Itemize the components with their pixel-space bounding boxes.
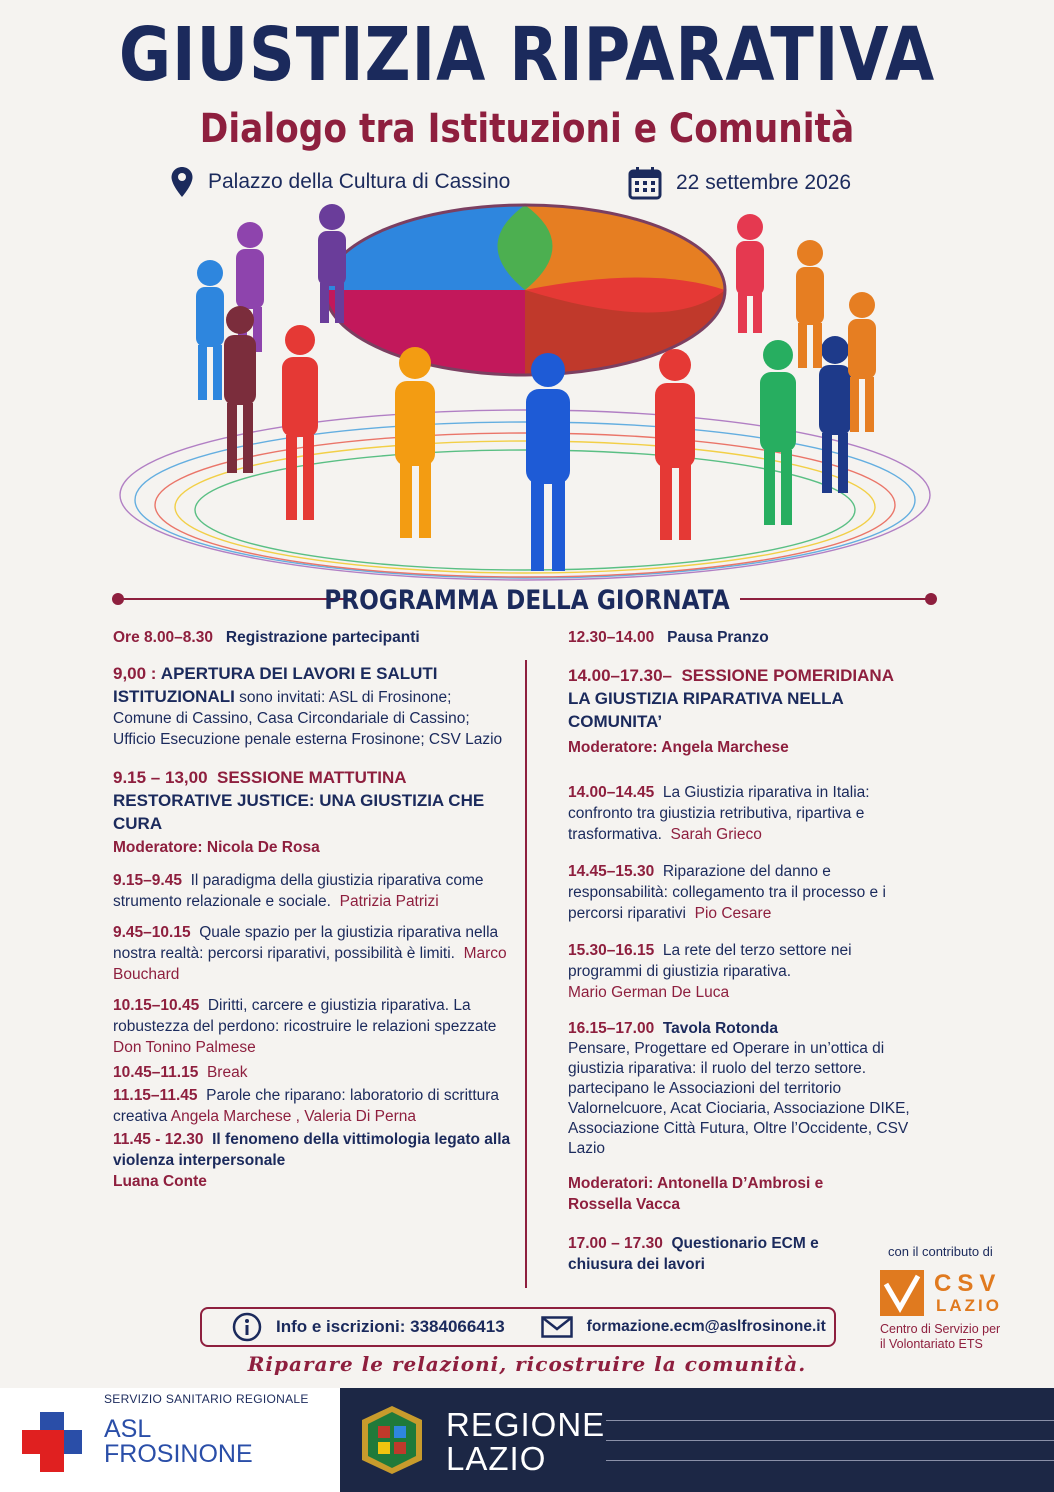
- program-item: [568, 861, 918, 924]
- item-speaker: Pio Cesare: [694, 905, 772, 922]
- round-table-item: [568, 1019, 918, 1159]
- program-item: [113, 870, 513, 912]
- footer-stripe: [606, 1440, 1054, 1441]
- item-text: Quale spazio per la giustizia riparativa nella nostra realtà: percorsi riparativi, possibilità è limiti.: [113, 924, 499, 962]
- date-text: 22 settembre 2026: [676, 171, 852, 194]
- program-item: [113, 1129, 513, 1192]
- item-speaker: Don Tonino Palmese: [113, 1039, 256, 1056]
- program-item: [568, 782, 918, 845]
- item-time: 15.30–16.15: [568, 942, 655, 959]
- item-time: 12.30–14.00: [568, 629, 655, 646]
- opening-item: [113, 662, 513, 750]
- item-speaker: Break: [206, 1064, 248, 1081]
- session-label: SESSIONE MATTUTINA: [216, 768, 407, 787]
- event-title: GIUSTIZIA RIPARATIVA: [118, 12, 936, 98]
- csv-description-line: Centro di Servizio per: [880, 1322, 1001, 1336]
- round-table-title: Tavola Rotonda: [662, 1020, 778, 1037]
- item-text: Il fenomeno della vittimologia legato alla violenza interpersonale: [113, 1131, 511, 1169]
- footer-stripe: [606, 1460, 1054, 1461]
- item-text: Pausa Pranzo: [667, 629, 769, 646]
- item-speaker: Luana Conte: [113, 1173, 207, 1190]
- medical-cross-icon: [22, 1412, 82, 1472]
- event-subtitle: Dialogo tra Istituzioni e Comunità: [199, 106, 855, 152]
- program-item: [113, 995, 513, 1058]
- contact-box: [200, 1307, 836, 1347]
- session-label: SESSIONE POMERIDIANA: [681, 666, 894, 685]
- email-contact[interactable]: [541, 1316, 826, 1338]
- lunch-item: [568, 627, 918, 648]
- round-table-moderators: Moderatori: Antonella D’Ambrosi e Rossella Vacca: [568, 1175, 824, 1213]
- afternoon-session-header: [568, 664, 918, 687]
- item-time: 10.45–11.15: [113, 1064, 199, 1081]
- opening-text: sono invitati: ASL di Frosinone; Comune di Cassino, Casa Circondariale di Cassino; Ufficio Esecuzione penale esterna Frosinone; CSV Lazio: [113, 689, 503, 748]
- regione-lazio-emblem-icon: [358, 1404, 426, 1476]
- item-text: Parole che riparano: laboratorio di scrittura creativa: [113, 1087, 500, 1125]
- program-left-column: [113, 627, 513, 1192]
- item-speaker: Angela Marchese , Valeria Di Perna: [170, 1108, 416, 1125]
- item-text: Diritti, carcere e giustizia riparativa. La robustezza del perdono: ricostruire le relazioni spezzate: [113, 997, 497, 1035]
- item-time: 14.00–14.45: [568, 784, 655, 801]
- item-text: Registrazione partecipanti: [225, 629, 420, 646]
- item-speaker: Sarah Grieco: [670, 826, 762, 843]
- program-right-column: [568, 627, 918, 1275]
- item-time: 16.15–17.00: [568, 1020, 655, 1037]
- program-item: [113, 1085, 513, 1127]
- mail-icon: [541, 1316, 573, 1338]
- afternoon-moderator: Moderatore: Angela Marchese: [568, 739, 789, 756]
- item-time: 9.15–9.45: [113, 872, 182, 889]
- location-text: Palazzo della Cultura di Cassino: [208, 170, 511, 193]
- asl-label: ASL: [104, 1415, 152, 1443]
- item-time: 17.00 – 17.30: [568, 1235, 663, 1252]
- tagline: Riparare le relazioni, ricostruire la comunità.: [247, 1352, 807, 1376]
- phone-contact: [232, 1312, 505, 1342]
- map-pin-icon: [170, 166, 194, 198]
- program-item: [113, 922, 513, 985]
- program-title: PROGRAMMA DELLA GIORNATA: [324, 585, 730, 616]
- regione-label: REGIONE: [446, 1406, 606, 1443]
- item-speaker: Patrizia Patrizi: [339, 893, 439, 910]
- item-text: La rete del terzo settore nei programmi di giustizia riparativa.: [568, 942, 852, 980]
- asl-frosinone-label: FROSINONE: [104, 1440, 253, 1468]
- csv-mark-icon: [880, 1270, 924, 1316]
- location-line: [170, 166, 510, 198]
- item-text: La Giustizia riparativa in Italia: confronto tra giustizia retributiva, ripartiva e trasformativa.: [568, 784, 870, 843]
- item-time: 14.45–15.30: [568, 863, 655, 880]
- session-time: 14.00–17.30–: [568, 666, 672, 685]
- program-item: [568, 940, 918, 1003]
- contribution-label: con il contributo di: [888, 1244, 993, 1259]
- csv-description: [880, 1322, 1000, 1352]
- item-time: 11.15–11.45: [113, 1087, 198, 1104]
- item-time: 9.45–10.15: [113, 924, 191, 941]
- item-text: Il paradigma della giustizia riparativa come strumento relazionale e sociale.: [113, 872, 484, 910]
- program-item: [113, 1062, 513, 1083]
- email-text[interactable]: formazione.ecm@aslfrosinone.it: [586, 1318, 826, 1335]
- item-time: 10.15–10.45: [113, 997, 200, 1014]
- round-table-text: Pensare, Progettare ed Operare in un’ottica di giustizia riparativa: il ruolo del terzo settore. partecipano le Associazioni del territorio Valornelcuore, Acat Ciociaria, Associazione DIKE, Associazione Città Futura, Oltre l’Occidente, CSV Lazio: [568, 1040, 910, 1157]
- lazio-label: LAZIO: [446, 1440, 547, 1477]
- closing-item: [568, 1233, 868, 1275]
- phone-text: Info e iscrizioni: 3384066413: [276, 1317, 505, 1336]
- csv-lazio-text: LAZIO: [936, 1296, 1002, 1315]
- morning-session-header: [113, 766, 513, 789]
- item-time: Ore 8.00–8.30: [113, 629, 213, 646]
- session-time: 9.15 – 13,00: [113, 768, 208, 787]
- opening-title: APERTURA DEI LAVORI E SALUTI ISTITUZIONALI: [113, 664, 438, 706]
- morning-moderator: Moderatore: Nicola De Rosa: [113, 839, 320, 856]
- item-speaker: Mario German De Luca: [568, 984, 730, 1001]
- central-woven-disc: [325, 205, 725, 375]
- csv-text: CSV: [934, 1270, 1002, 1297]
- footer-stripe: [606, 1420, 1054, 1421]
- item-speaker: Marco Bouchard: [113, 945, 507, 983]
- afternoon-session-title: LA GIUSTIZIA RIPARATIVA NELLA COMUNITA’: [568, 689, 844, 731]
- item-text: Questionario ECM e chiusura dei lavori: [568, 1235, 819, 1273]
- item-text: Riparazione del danno e responsabilità: collegamento tra il processo e i percorsi riparativi: [568, 863, 886, 922]
- registration-item: [113, 627, 513, 648]
- item-time: 9,00 :: [113, 664, 157, 683]
- community-circle-illustration: [110, 195, 940, 590]
- csv-description-line: il Volontariato ETS: [880, 1337, 983, 1351]
- info-icon: [232, 1312, 262, 1342]
- floor-swirls: [120, 410, 930, 580]
- regional-health-service-label: SERVIZIO SANITARIO REGIONALE: [104, 1392, 309, 1406]
- item-time: 11.45 - 12.30: [113, 1131, 204, 1148]
- morning-session-title: RESTORATIVE JUSTICE: UNA GIUSTIZIA CHE CURA: [113, 791, 485, 833]
- column-divider: [525, 660, 527, 1288]
